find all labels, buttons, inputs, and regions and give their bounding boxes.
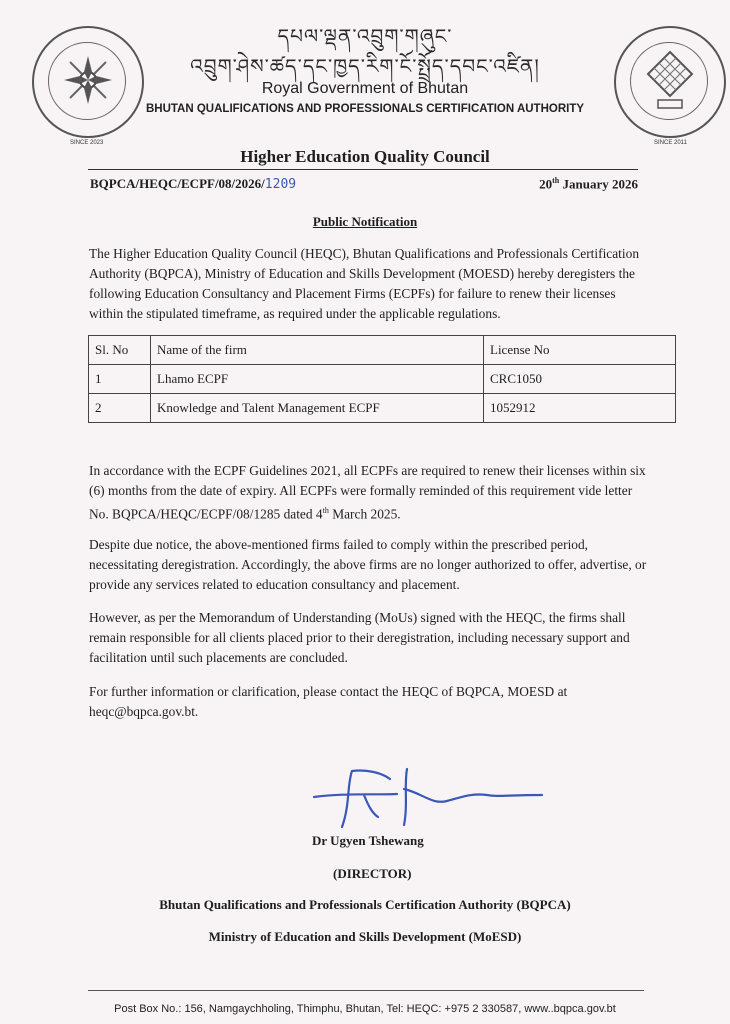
reference-number: BQPCA/HEQC/ECPF/08/2026/1209 (90, 176, 297, 192)
contact-paragraph: For further information or clarification, please contact the HEQC of BQPCA, MOESD at heqc@bqpca.gov.bt. (89, 684, 568, 719)
table-row (89, 394, 676, 423)
signatory-name: Dr Ugyen Tshewang (312, 833, 424, 848)
endless-knot-icon (644, 48, 696, 110)
header-divider (88, 169, 638, 170)
heqc-seal-logo (614, 26, 726, 146)
bqpca-seal-logo (32, 26, 144, 146)
table-header-cell: License No (484, 336, 676, 365)
table-cell: Lhamo ECPF (151, 365, 484, 394)
deregistered-firms-table (88, 335, 676, 423)
table-row (89, 365, 676, 394)
deregistration-paragraph: Despite due notice, the above-mentioned firms failed to comply within the prescribed period, necessitating deregistration. Accordingly, the above firms are no longer authorized to offer, advertise, or provide any services related to education consultancy and placement. (89, 537, 647, 592)
guidelines-paragraph: In accordance with the ECPF Guidelines 2021, all ECPFs are required to renew their licenses within six (6) months from the date of expiry. All ECPFs were formally reminded of this requirement vide letter No. BQPCA/HEQC/ECPF/08/1285 dated 4th March 2025. (89, 463, 646, 522)
left-seal-since: SINCE 2023 (70, 140, 104, 146)
table-header-row (89, 336, 676, 365)
authority-name: BHUTAN QUALIFICATIONS AND PROFESSIONALS CERTIFICATION AUTHORITY (145, 103, 585, 115)
handwritten-number: 1209 (264, 177, 297, 192)
signatory-organization: Bhutan Qualifications and Professionals Certification Authority (BQPCA) (159, 897, 571, 912)
table-cell: Knowledge and Talent Management ECPF (151, 394, 484, 423)
mou-paragraph: However, as per the Memorandum of Understanding (MoUs) signed with the HEQC, the firms shall remain responsible for all clients placed prior to their deregistration, including necessary support and facilitation until such placements are concluded. (89, 610, 630, 665)
tibetan-heading-line1: དཔལ་ལྡན་འབྲུག་གཞུང་ (277, 24, 453, 48)
notice-title: Public Notification (312, 214, 418, 229)
right-seal-since: SINCE 2011 (654, 140, 687, 146)
signatory-ministry: Ministry of Education and Skills Development (MoESD) (208, 929, 522, 944)
letter-date: 20th January 2026 (539, 176, 638, 192)
table-cell: 2 (89, 394, 151, 423)
tibetan-heading-line2: འབྲུག་ཤེས་ཚད་དང་ཁྱད་རིག་ངོ་སྤྲོད་དབང་འཛིན། (190, 54, 540, 78)
table-cell: 1052912 (484, 394, 676, 423)
footer-divider (88, 990, 644, 991)
footer-address: Post Box No.: 156, Namgaychholing, Thimphu, Bhutan, Tel: HEQC: +975 2 330587, www..bqpca.gov.bt (114, 1003, 616, 1015)
dorje-emblem-icon (60, 52, 116, 108)
table-header-cell: Sl. No (89, 336, 151, 365)
signatory-title: (DIRECTOR) (333, 866, 412, 881)
table-cell: CRC1050 (484, 365, 676, 394)
intro-paragraph: The Higher Education Quality Council (HEQC), Bhutan Qualifications and Professionals Certification Authority (BQPCA), Ministry of Education and Skills Development (MOESD) hereby deregisters the following Education Consultancy and Placement Firms (ECPFs) for failure to renew their licenses within the stipulated timeframe, as required under the applicable regulations. (89, 246, 640, 321)
table-cell: 1 (89, 365, 151, 394)
table-header-cell: Name of the firm (151, 336, 484, 365)
council-title: Higher Education Quality Council (240, 147, 490, 166)
government-name: Royal Government of Bhutan (261, 80, 469, 97)
